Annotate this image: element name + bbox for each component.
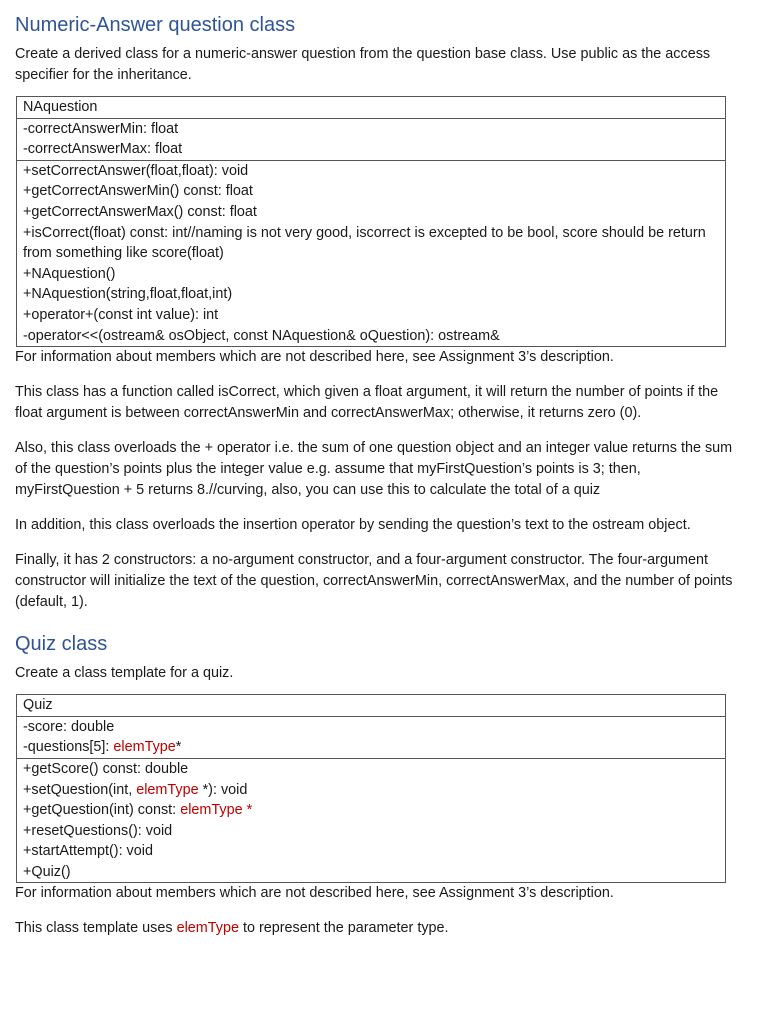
uml-method: +getCorrectAnswerMax() const: float — [23, 203, 257, 220]
paragraph-insertion-operator: In addition, this class overloads the insertion operator by sending the question’s text to the ostream object. — [15, 517, 691, 534]
uml-methods-section — [17, 758, 725, 883]
uml-attribute: -score: double — [23, 718, 115, 735]
uml-attribute: -correctAnswerMin: float — [23, 120, 179, 137]
uml-method: +setCorrectAnswer(float,float): void — [23, 162, 249, 179]
paragraph-elemtype: This class template uses elemType to represent the parameter type. — [15, 920, 449, 937]
uml-method: +setQuestion(int, elemType *): void — [23, 781, 248, 798]
section-heading-quiz: Quiz class — [15, 633, 108, 656]
uml-methods-section — [17, 160, 725, 346]
uml-class-name: Quiz — [23, 697, 53, 714]
elemtype-highlight: elemType — [176, 920, 239, 937]
naquestion-note: For information about members which are not described here, see Assignment 3’s description. — [15, 349, 614, 366]
uml-method: +isCorrect(float) const: int//naming is not very good, iscorrect is excepted to be bool, score should be return from something like score(float) — [23, 224, 706, 262]
elemtype-highlight: elemType — [180, 802, 243, 819]
uml-method: +Quiz() — [23, 863, 71, 880]
uml-method: +getCorrectAnswerMin() const: float — [23, 183, 253, 200]
uml-method: +NAquestion() — [23, 265, 116, 282]
quiz-note: For information about members which are not described here, see Assignment 3’s description. — [15, 885, 614, 902]
elemtype-highlight: elemType — [136, 781, 199, 798]
uml-class-name-section — [17, 695, 725, 716]
paragraph-operator-plus: Also, this class overloads the + operator i.e. the sum of one question object and an integer value returns the sum of the question’s points plus the integer value e.g. assume that myFirstQuestion’s points is 3; then, myFirstQuestion + 5 returns 8.//curving, also, you can use this to calculate the total of a quiz — [15, 440, 733, 499]
uml-method: +getQuestion(int) const: elemType * — [23, 802, 253, 819]
elemtype-highlight: elemType — [113, 739, 176, 756]
uml-method: +operator+(const int value): int — [23, 306, 219, 323]
uml-class-name: NAquestion — [23, 99, 98, 115]
uml-attribute: -questions[5]: elemType* — [23, 739, 182, 756]
uml-method: +NAquestion(string,float,float,int) — [23, 286, 233, 303]
naquestion-uml-table — [16, 96, 726, 347]
section-heading-naquestion: Numeric-Answer question class — [15, 14, 296, 36]
uml-method: +getScore() const: double — [23, 760, 189, 777]
naquestion-intro: Create a derived class for a numeric-answer question from the question base class. Use public as the access specifier for the inheritance. — [15, 46, 711, 83]
uml-attribute: -correctAnswerMax: float — [23, 141, 183, 158]
uml-method: +startAttempt(): void — [23, 843, 153, 860]
uml-attributes-section — [17, 118, 725, 160]
uml-class-name-section — [17, 97, 725, 118]
uml-attributes-section — [17, 716, 725, 758]
uml-method: +resetQuestions(): void — [23, 822, 173, 839]
uml-method: -operator<<(ostream& osObject, const NAquestion& oQuestion): ostream& — [23, 327, 500, 344]
paragraph-iscorrect: This class has a function called isCorrect, which given a float argument, it will return the number of points if the float argument is between correctAnswerMin and correctAnswerMax; otherwise, it returns zero (0). — [15, 384, 719, 422]
quiz-intro: Create a class template for a quiz. — [15, 665, 234, 682]
paragraph-constructors: Finally, it has 2 constructors: a no-argument constructor, and a four-argument constructor. The four-argument constructor will initialize the text of the question, correctAnswerMin, correctAnswerMax, and the number of points (default, 1). — [15, 552, 733, 611]
quiz-uml-table — [16, 694, 726, 883]
